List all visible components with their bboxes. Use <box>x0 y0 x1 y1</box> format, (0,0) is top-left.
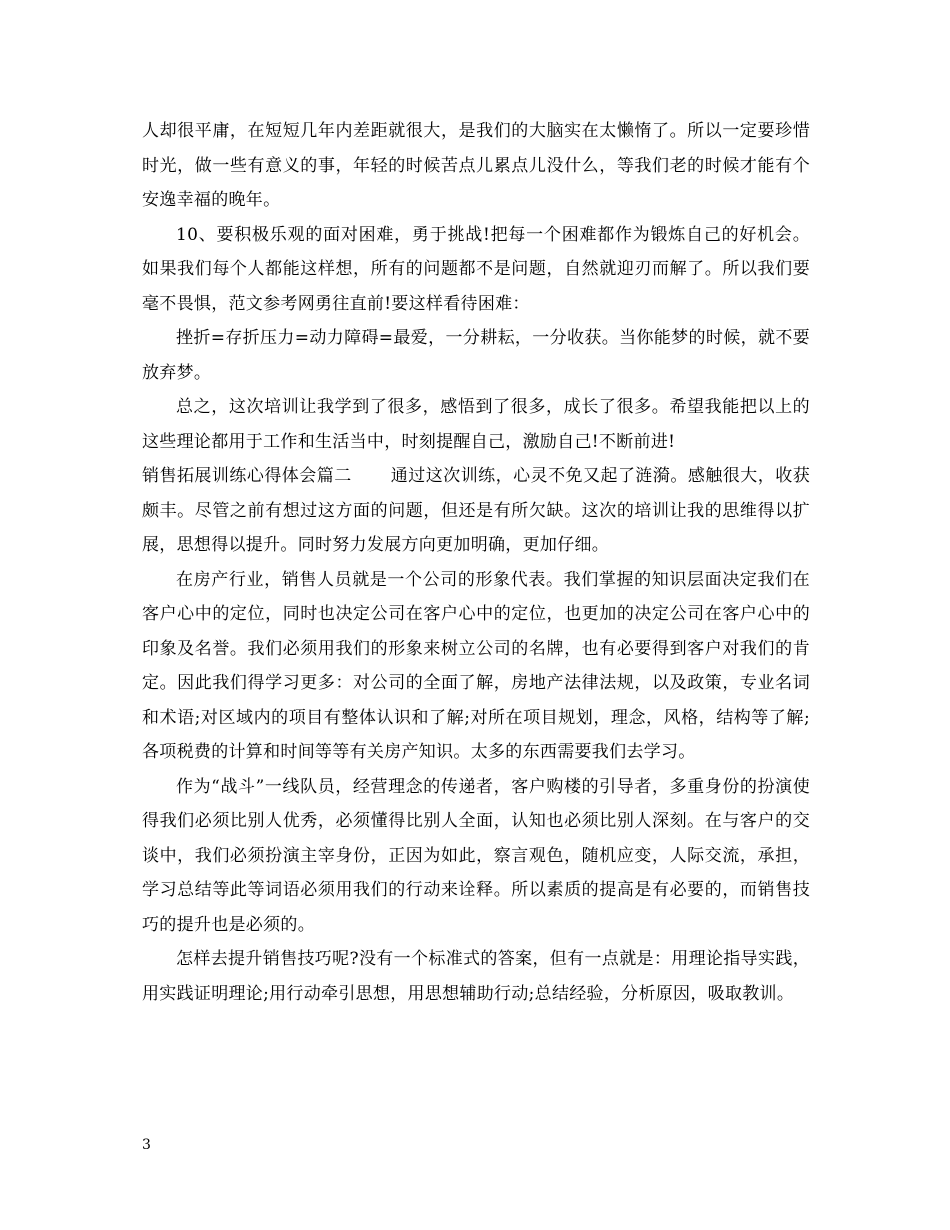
paragraph-summary: 总之，这次培训让我学到了很多，感悟到了很多，成长了很多。希望我能把以上的这些理论都用于工作和生活当中，时刻提醒自己，激励自己!不断前进! <box>142 397 810 452</box>
page-number: 3 <box>142 1137 151 1153</box>
paragraph-setback-motto: 挫折=存折压力=动力障碍=最爱，一分耕耘，一分收获。当你能梦的时候，就不要放弃梦。 <box>142 328 810 383</box>
section-title: 销售拓展训练心得体会篇二 <box>142 466 352 486</box>
paragraph-frontline: 作为“战斗”一线队员，经营理念的传递者，客户购楼的引导者，多重身份的扮演使得我们必须比别人优秀，必须懂得比别人全面，认知也必须比别人深刻。在与客户的交谈中，我们必须扮演主宰身份，正因为如此，察言观色，随机应变，人际交流，承担，学习总结等此等词语必须用我们的行动来诠释。所以素质的提高是有必要的，而销售技巧的提升也是必须的。 <box>142 776 810 935</box>
section-first-paragraph: 通过这次训练，心灵不免又起了涟漪。感触很大，收获颇丰。尽管之前有想过这方面的问题，但还是有所欠缺。这次的培训让我的思维得以扩展，思想得以提升。同时努力发展方向更加明确，更加仔细。 <box>142 466 810 555</box>
paragraph-continuation: 人却很平庸，在短短几年内差距就很大，是我们的大脑实在太懒惰了。所以一定要珍惜时光，做一些有意义的事，年轻的时候苦点儿累点儿没什么，等我们老的时候才能有个安逸幸福的晚年。 <box>142 121 810 210</box>
paragraph-point-10: 10、要积极乐观的面对困难，勇于挑战!把每一个困难都作为锻炼自己的好机会。如果我们每个人都能这样想，所有的问题都不是问题，自然就迎刃而解了。所以我们要毫不畏惧，范文参考网勇往直前!要这样看待困难： <box>142 224 810 314</box>
paragraph-real-estate: 在房产行业，销售人员就是一个公司的形象代表。我们掌握的知识层面决定我们在客户心中的定位，同时也决定公司在客户心中的定位，也更加的决定公司在客户心中的印象及名誉。我们必须用我们的形象来树立公司的名牌，也有必要得到客户对我们的肯定。因此我们得学习更多：对公司的全面了解，房地产法律法规，以及政策，专业名词和术语;对区域内的项目有整体认识和了解;对所在项目规划，理念，风格，结构等了解;各项税费的计算和时间等等有关房产知识。太多的东西需要我们去学习。 <box>142 569 810 762</box>
section-two-line <box>142 459 810 563</box>
paragraph-sales-skills: 怎样去提升销售技巧呢?没有一个标准式的答案，但有一点就是：用理论指导实践，用实践证明理论;用行动牵引思想，用思想辅助行动;总结经验，分析原因，吸取教训。 <box>142 949 810 1004</box>
document-body <box>142 114 810 1011</box>
